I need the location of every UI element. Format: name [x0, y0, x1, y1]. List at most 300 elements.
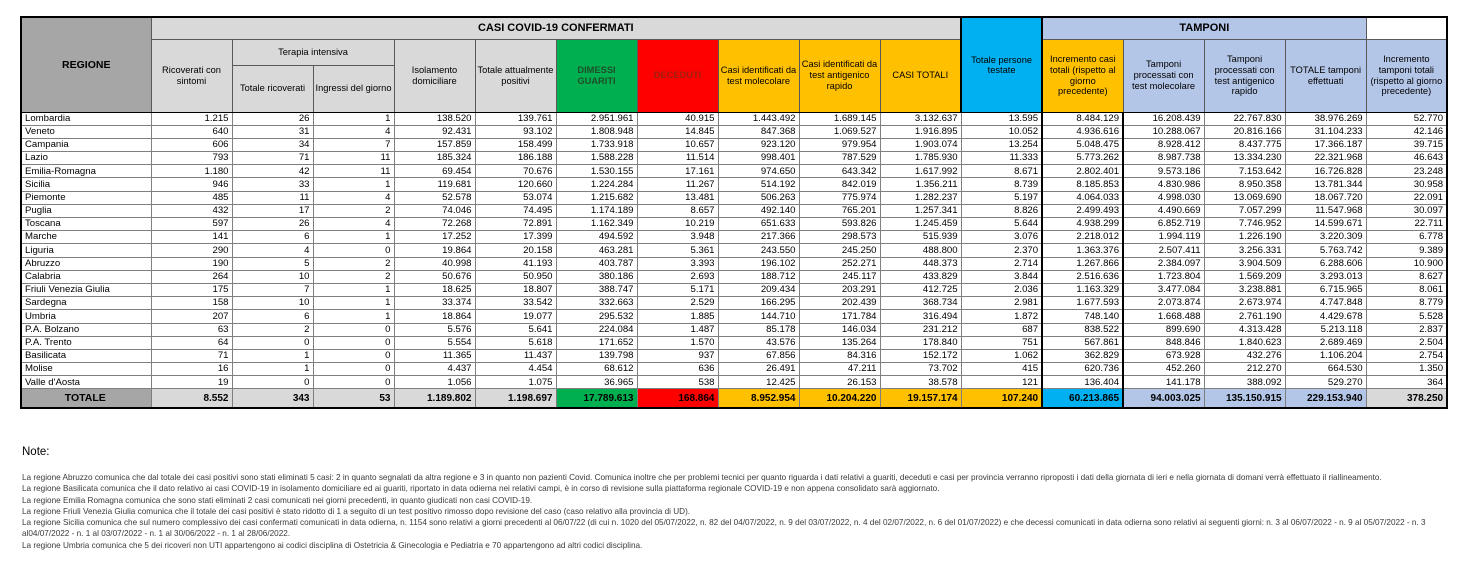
value-cell: 73.702: [880, 363, 961, 376]
value-cell: 42.146: [1366, 125, 1447, 138]
region-name: Valle d'Aosta: [21, 376, 151, 389]
value-cell: 295.532: [556, 310, 637, 323]
value-cell: 20.158: [475, 244, 556, 257]
note-item: La regione Friuli Venezia Giulia comunica che il totale dei casi positivi è stato ridotto di 1 a seguito di un test positivo rimosso dopo revisione del caso (caso relativo alla provincia di UD).: [22, 506, 691, 516]
value-cell: 2.516.636: [1042, 270, 1123, 283]
value-cell: 188.712: [718, 270, 799, 283]
value-cell: 1.785.930: [880, 152, 961, 165]
value-cell: 2.036: [961, 283, 1042, 296]
value-cell: 923.120: [718, 138, 799, 151]
value-cell: 8.627: [1366, 270, 1447, 283]
value-cell: 43.576: [718, 336, 799, 349]
value-cell: 514.192: [718, 178, 799, 191]
value-cell: 0: [313, 244, 394, 257]
table-footer: [21, 389, 1447, 408]
value-cell: 136.404: [1042, 376, 1123, 389]
value-cell: 11: [232, 191, 313, 204]
value-cell: 2: [232, 323, 313, 336]
value-cell: 1.916.895: [880, 125, 961, 138]
value-cell: 362.829: [1042, 349, 1123, 362]
value-cell: 3.293.013: [1285, 270, 1366, 283]
value-cell: 1.106.204: [1285, 349, 1366, 362]
total-value-cell: 53: [313, 389, 394, 408]
value-cell: 11.437: [475, 349, 556, 362]
value-cell: 1.267.866: [1042, 257, 1123, 270]
value-cell: 14.845: [637, 125, 718, 138]
value-cell: 20.816.166: [1204, 125, 1285, 138]
value-cell: 13.481: [637, 191, 718, 204]
value-cell: 120.660: [475, 178, 556, 191]
value-cell: 765.201: [799, 204, 880, 217]
value-cell: 34: [232, 138, 313, 151]
value-cell: 597: [151, 218, 232, 231]
table-row: [21, 244, 1447, 257]
value-cell: 217.366: [718, 231, 799, 244]
value-cell: 23.248: [1366, 165, 1447, 178]
value-cell: 842.019: [799, 178, 880, 191]
value-cell: 515.939: [880, 231, 961, 244]
value-cell: 1.163.329: [1042, 283, 1123, 296]
column-header-totale-positivi: Totale attualmente positivi: [475, 39, 556, 112]
table-row: [21, 218, 1447, 231]
value-cell: 8.185.853: [1042, 178, 1123, 191]
value-cell: 158.499: [475, 138, 556, 151]
value-cell: 11.365: [394, 349, 475, 362]
region-name: Abruzzo: [21, 257, 151, 270]
value-cell: 3.238.881: [1204, 283, 1285, 296]
value-cell: 620.736: [1042, 363, 1123, 376]
value-cell: 243.550: [718, 244, 799, 257]
value-cell: 2.714: [961, 257, 1042, 270]
table-row: [21, 178, 1447, 191]
value-cell: 2.837: [1366, 323, 1447, 336]
value-cell: 2.370: [961, 244, 1042, 257]
value-cell: 135.264: [799, 336, 880, 349]
table-row: [21, 125, 1447, 138]
value-cell: 13.254: [961, 138, 1042, 151]
value-cell: 178.840: [880, 336, 961, 349]
value-cell: 2.504: [1366, 336, 1447, 349]
value-cell: 139.798: [556, 349, 637, 362]
value-cell: 72.891: [475, 218, 556, 231]
value-cell: 146.034: [799, 323, 880, 336]
value-cell: 8.826: [961, 204, 1042, 217]
table-row: [21, 231, 1447, 244]
total-value-cell: 378.250: [1366, 389, 1447, 408]
value-cell: 121: [961, 376, 1042, 389]
value-cell: 11.547.968: [1285, 204, 1366, 217]
value-cell: 10: [232, 297, 313, 310]
region-name: Lombardia: [21, 112, 151, 125]
value-cell: 4: [232, 244, 313, 257]
value-cell: 673.928: [1123, 349, 1204, 362]
value-cell: 415: [961, 363, 1042, 376]
value-cell: 4.437: [394, 363, 475, 376]
note-item: La regione Basilicata comunica che il dato relativo ai casi COVID-19 in isolamento domiciliare ed ai guariti, riportato in data odierna nei relativi campi, è in corso di revisione sulla piattaforma regionale COVID-19 e non appena consolidato sarà aggiornato.: [22, 484, 940, 494]
value-cell: 388.747: [556, 283, 637, 296]
value-cell: 8.928.412: [1123, 138, 1204, 151]
value-cell: 1.808.948: [556, 125, 637, 138]
region-name: Lazio: [21, 152, 151, 165]
value-cell: 1.487: [637, 323, 718, 336]
region-name: Campania: [21, 138, 151, 151]
value-cell: 2.073.874: [1123, 297, 1204, 310]
value-cell: 787.529: [799, 152, 880, 165]
value-cell: 1.994.119: [1123, 231, 1204, 244]
value-cell: 448.373: [880, 257, 961, 270]
value-cell: 1.350: [1366, 363, 1447, 376]
value-cell: 1.617.992: [880, 165, 961, 178]
value-cell: 10.052: [961, 125, 1042, 138]
region-name: Molise: [21, 363, 151, 376]
value-cell: 19.864: [394, 244, 475, 257]
value-cell: 0: [313, 349, 394, 362]
value-cell: 11.267: [637, 178, 718, 191]
value-cell: 1.162.349: [556, 218, 637, 231]
value-cell: 47.211: [799, 363, 880, 376]
value-cell: 202.439: [799, 297, 880, 310]
value-cell: 8.739: [961, 178, 1042, 191]
value-cell: 5.763.742: [1285, 244, 1366, 257]
value-cell: 19: [151, 376, 232, 389]
value-cell: 18.807: [475, 283, 556, 296]
value-cell: 4: [313, 191, 394, 204]
value-cell: 433.829: [880, 270, 961, 283]
value-cell: 264: [151, 270, 232, 283]
value-cell: 18.864: [394, 310, 475, 323]
value-cell: 3.477.084: [1123, 283, 1204, 296]
value-cell: 748.140: [1042, 310, 1123, 323]
value-cell: 847.368: [718, 125, 799, 138]
value-cell: 1.363.376: [1042, 244, 1123, 257]
value-cell: 3.132.637: [880, 112, 961, 125]
value-cell: 1.677.593: [1042, 297, 1123, 310]
value-cell: 1: [232, 363, 313, 376]
value-cell: 485: [151, 191, 232, 204]
covid-table: [20, 16, 1448, 409]
value-cell: 1.062: [961, 349, 1042, 362]
value-cell: 0: [232, 336, 313, 349]
value-cell: 1: [313, 178, 394, 191]
region-name: Umbria: [21, 310, 151, 323]
value-cell: 2: [313, 270, 394, 283]
value-cell: 50.676: [394, 270, 475, 283]
value-cell: 640: [151, 125, 232, 138]
value-cell: 31: [232, 125, 313, 138]
value-cell: 1.903.074: [880, 138, 961, 151]
total-value-cell: 8.552: [151, 389, 232, 408]
value-cell: 16: [151, 363, 232, 376]
value-cell: 71: [151, 349, 232, 362]
region-name: Sardegna: [21, 297, 151, 310]
value-cell: 1.570: [637, 336, 718, 349]
table-row: [21, 323, 1447, 336]
column-header-totale-tamponi: TOTALE tamponi effettuati: [1285, 39, 1366, 112]
total-value-cell: 343: [232, 389, 313, 408]
value-cell: 1.226.190: [1204, 231, 1285, 244]
column-header-isolamento: Isolamento domiciliare: [394, 39, 475, 112]
total-value-cell: 229.153.940: [1285, 389, 1366, 408]
value-cell: 144.710: [718, 310, 799, 323]
value-cell: 687: [961, 323, 1042, 336]
value-cell: 3.076: [961, 231, 1042, 244]
value-cell: 8.671: [961, 165, 1042, 178]
value-cell: 332.663: [556, 297, 637, 310]
value-cell: 4.313.428: [1204, 323, 1285, 336]
note-item: La regione Sicilia comunica che sul numero complessivo dei casi confermati comunicati in data odierna, n. 1154 sono relativi a giorni precedenti al 06/07/22 (di cui n. 1020 del 05/07/2022, n. 82 del 04/07/2022, n. 9 del 03/07/2022, n. 4 del 02/07/2022, n. 6 del 01/07/2022) e che decessi comunicati in data odierna sono relativi ai seguenti giorni: n. 3 al 06/07/2022 - n. 9 al 05/07/2022 - n. 3 al04/07/2022 - n. 1 al 03/07/2022 - n. 1 al 30/06/2022 - n. 1 al 28/06/2022.: [22, 518, 1426, 539]
value-cell: 50.950: [475, 270, 556, 283]
value-cell: 252.271: [799, 257, 880, 270]
value-cell: 166.295: [718, 297, 799, 310]
value-cell: 316.494: [880, 310, 961, 323]
value-cell: 1: [313, 231, 394, 244]
value-cell: 11.514: [637, 152, 718, 165]
total-value-cell: 135.150.915: [1204, 389, 1285, 408]
value-cell: 9.573.186: [1123, 165, 1204, 178]
value-cell: 171.784: [799, 310, 880, 323]
value-cell: 1.668.488: [1123, 310, 1204, 323]
note-item: La regione Umbria comunica che 5 dei ricoveri non UTI appartengono ai codici disciplina di Ostetricia & Ginecologia e Pediatria e 70 appartengono ad altri codici disciplina.: [22, 540, 643, 550]
value-cell: 606: [151, 138, 232, 151]
value-cell: 10: [232, 270, 313, 283]
notes-list: [22, 472, 1452, 551]
value-cell: 979.954: [799, 138, 880, 151]
value-cell: 2.529: [637, 297, 718, 310]
region-name: Friuli Venezia Giulia: [21, 283, 151, 296]
value-cell: 141: [151, 231, 232, 244]
value-cell: 298.573: [799, 231, 880, 244]
value-cell: 152.172: [880, 349, 961, 362]
value-cell: 8.779: [1366, 297, 1447, 310]
value-cell: 72.268: [394, 218, 475, 231]
value-cell: 5.618: [475, 336, 556, 349]
region-name: P.A. Trento: [21, 336, 151, 349]
value-cell: 68.612: [556, 363, 637, 376]
table-row: [21, 336, 1447, 349]
column-header-incremento-casi: Incremento casi totali (rispetto al giorno precedente): [1042, 39, 1123, 112]
value-cell: 8.950.358: [1204, 178, 1285, 191]
total-value-cell: 1.198.697: [475, 389, 556, 408]
group-header-tamponi: TAMPONI: [1042, 17, 1366, 39]
value-cell: 2.981: [961, 297, 1042, 310]
value-cell: 651.633: [718, 218, 799, 231]
value-cell: 7: [232, 283, 313, 296]
total-value-cell: 1.189.802: [394, 389, 475, 408]
table-row: [21, 270, 1447, 283]
value-cell: 74.495: [475, 204, 556, 217]
region-name: Emilia-Romagna: [21, 165, 151, 178]
value-cell: 2.499.493: [1042, 204, 1123, 217]
table-row: [21, 310, 1447, 323]
value-cell: 2.689.469: [1285, 336, 1366, 349]
value-cell: 7: [313, 138, 394, 151]
value-cell: 5.213.118: [1285, 323, 1366, 336]
value-cell: 643.342: [799, 165, 880, 178]
region-name: Calabria: [21, 270, 151, 283]
value-cell: 1.569.209: [1204, 270, 1285, 283]
value-cell: 10.900: [1366, 257, 1447, 270]
value-cell: 6.288.606: [1285, 257, 1366, 270]
value-cell: 4: [313, 218, 394, 231]
value-cell: 5.773.262: [1042, 152, 1123, 165]
value-cell: 26: [232, 112, 313, 125]
value-cell: 85.178: [718, 323, 799, 336]
value-cell: 5.171: [637, 283, 718, 296]
value-cell: 19.077: [475, 310, 556, 323]
column-header-ingressi-giorno: Ingressi del giorno: [313, 65, 394, 112]
value-cell: 84.316: [799, 349, 880, 362]
value-cell: 10.657: [637, 138, 718, 151]
total-value-cell: 168.864: [637, 389, 718, 408]
value-cell: 664.530: [1285, 363, 1366, 376]
value-cell: 4.998.030: [1123, 191, 1204, 204]
note-item: La regione Abruzzo comunica che dal totale dei casi positivi sono stati eliminati 5 casi: 2 in quanto segnalati da altra regione e 3 in quanto non pazienti Covid. Comunica inoltre che per problemi tecnici per quanto riguarda i dati relativi a guariti, deceduti e casi per provincia verranno riproposti i dati della giornata di ieri e nella giornata di domani verrà effettuato il riallineamento.: [22, 473, 1382, 482]
value-cell: 33.374: [394, 297, 475, 310]
value-cell: 245.250: [799, 244, 880, 257]
table-row: [21, 204, 1447, 217]
value-cell: 1.872: [961, 310, 1042, 323]
value-cell: 1: [313, 297, 394, 310]
total-value-cell: 8.952.954: [718, 389, 799, 408]
value-cell: 224.084: [556, 323, 637, 336]
region-name: Basilicata: [21, 349, 151, 362]
value-cell: 1.257.341: [880, 204, 961, 217]
table-row: [21, 152, 1447, 165]
value-cell: 1.224.284: [556, 178, 637, 191]
value-cell: 4.454: [475, 363, 556, 376]
value-cell: 7.153.642: [1204, 165, 1285, 178]
value-cell: 22.767.830: [1204, 112, 1285, 125]
value-cell: 2.218.012: [1042, 231, 1123, 244]
value-cell: 36.965: [556, 376, 637, 389]
column-header-deceduti: DECEDUTI: [637, 39, 718, 112]
value-cell: 186.188: [475, 152, 556, 165]
value-cell: 2.384.097: [1123, 257, 1204, 270]
column-header-tamponi-molecolare: Tamponi processati con test molecolare: [1123, 39, 1204, 112]
value-cell: 998.401: [718, 152, 799, 165]
value-cell: 2.507.411: [1123, 244, 1204, 257]
value-cell: 2.673.974: [1204, 297, 1285, 310]
region-name: Marche: [21, 231, 151, 244]
value-cell: 636: [637, 363, 718, 376]
value-cell: 388.092: [1204, 376, 1285, 389]
value-cell: 3.948: [637, 231, 718, 244]
value-cell: 4.490.669: [1123, 204, 1204, 217]
value-cell: 1.885: [637, 310, 718, 323]
value-cell: 1: [313, 112, 394, 125]
table-row: [21, 283, 1447, 296]
value-cell: 40.998: [394, 257, 475, 270]
value-cell: 17.366.187: [1285, 138, 1366, 151]
value-cell: 33: [232, 178, 313, 191]
column-header-totale-ricoverati: Totale ricoverati: [232, 65, 313, 112]
value-cell: 185.324: [394, 152, 475, 165]
region-name: Puglia: [21, 204, 151, 217]
value-cell: 6.715.965: [1285, 283, 1366, 296]
total-label: TOTALE: [21, 389, 151, 408]
value-cell: 494.592: [556, 231, 637, 244]
value-cell: 53.074: [475, 191, 556, 204]
value-cell: 492.140: [718, 204, 799, 217]
value-cell: 5: [232, 257, 313, 270]
value-cell: 17.399: [475, 231, 556, 244]
value-cell: 171.652: [556, 336, 637, 349]
table-row: [21, 112, 1447, 125]
value-cell: 8.061: [1366, 283, 1447, 296]
value-cell: 3.220.309: [1285, 231, 1366, 244]
value-cell: 412.725: [880, 283, 961, 296]
value-cell: 5.048.475: [1042, 138, 1123, 151]
value-cell: 848.846: [1123, 336, 1204, 349]
value-cell: 2.693: [637, 270, 718, 283]
value-cell: 33.542: [475, 297, 556, 310]
value-cell: 40.915: [637, 112, 718, 125]
value-cell: 63: [151, 323, 232, 336]
value-cell: 5.528: [1366, 310, 1447, 323]
total-value-cell: 60.213.865: [1042, 389, 1123, 408]
column-header-ricoverati: Ricoverati con sintomi: [151, 39, 232, 112]
value-cell: 8.987.738: [1123, 152, 1204, 165]
value-cell: 17: [232, 204, 313, 217]
region-name: Piemonte: [21, 191, 151, 204]
value-cell: 13.069.690: [1204, 191, 1285, 204]
value-cell: 1.215: [151, 112, 232, 125]
value-cell: 8.484.129: [1042, 112, 1123, 125]
value-cell: 899.690: [1123, 323, 1204, 336]
value-cell: 1: [313, 310, 394, 323]
value-cell: 4: [313, 125, 394, 138]
region-name: Liguria: [21, 244, 151, 257]
value-cell: 4.747.848: [1285, 297, 1366, 310]
value-cell: 7.746.952: [1204, 218, 1285, 231]
value-cell: 5.197: [961, 191, 1042, 204]
value-cell: 946: [151, 178, 232, 191]
value-cell: 793: [151, 152, 232, 165]
group-header-terapia-intensiva: Terapia intensiva: [232, 39, 394, 65]
value-cell: 38.578: [880, 376, 961, 389]
value-cell: 1.723.804: [1123, 270, 1204, 283]
value-cell: 1.588.228: [556, 152, 637, 165]
value-cell: 1.069.527: [799, 125, 880, 138]
column-header-persone-testate: Totale persone testate: [961, 17, 1042, 112]
total-value-cell: 10.204.220: [799, 389, 880, 408]
table-row: [21, 349, 1447, 362]
value-cell: 26.491: [718, 363, 799, 376]
value-cell: 6: [232, 310, 313, 323]
value-cell: 74.046: [394, 204, 475, 217]
column-header-tamponi-antigenico: Tamponi processati con test antigenico rapido: [1204, 39, 1285, 112]
value-cell: 158: [151, 297, 232, 310]
value-cell: 2.951.961: [556, 112, 637, 125]
value-cell: 175: [151, 283, 232, 296]
value-cell: 13.595: [961, 112, 1042, 125]
total-value-cell: 107.240: [961, 389, 1042, 408]
value-cell: 138.520: [394, 112, 475, 125]
value-cell: 203.291: [799, 283, 880, 296]
value-cell: 7.057.299: [1204, 204, 1285, 217]
value-cell: 5.641: [475, 323, 556, 336]
total-row: [21, 389, 1447, 408]
value-cell: 38.976.269: [1285, 112, 1366, 125]
value-cell: 22.091: [1366, 191, 1447, 204]
value-cell: 231.212: [880, 323, 961, 336]
value-cell: 4.429.678: [1285, 310, 1366, 323]
value-cell: 11: [313, 165, 394, 178]
value-cell: 838.522: [1042, 323, 1123, 336]
value-cell: 1.215.682: [556, 191, 637, 204]
value-cell: 30.958: [1366, 178, 1447, 191]
value-cell: 380.186: [556, 270, 637, 283]
